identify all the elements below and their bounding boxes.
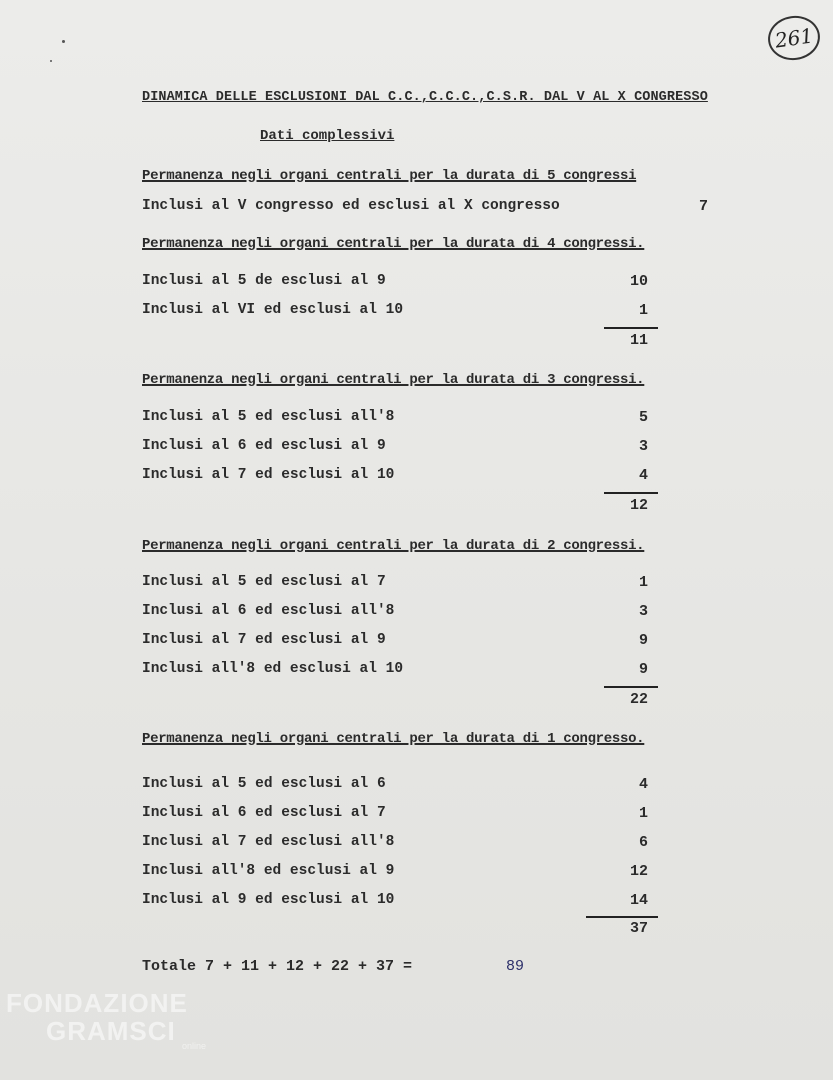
- total-value: 89: [506, 958, 525, 975]
- row-label: Inclusi all'8 ed esclusi al 9: [142, 863, 395, 879]
- row-label: Inclusi al V congresso ed esclusi al X congresso: [142, 198, 560, 214]
- row-value: 5: [638, 409, 648, 426]
- row-label: Inclusi al 5 de esclusi al 9: [142, 273, 386, 289]
- section-heading-4: Permanenza negli organi centrali per la durata di 4 congressi.: [142, 236, 645, 252]
- row-value: 1: [638, 574, 648, 591]
- row-value: 12: [629, 863, 648, 880]
- row-value: 1: [638, 805, 648, 822]
- section-heading-5: Permanenza negli organi centrali per la durata di 5 congressi: [142, 168, 637, 184]
- row-label: Inclusi al 6 ed esclusi all'8: [142, 603, 395, 619]
- total-label: Totale 7 + 11 + 12 + 22 + 37 =: [142, 958, 413, 975]
- watermark-line2: GRAMSCI: [46, 1016, 176, 1046]
- row-value: 1: [638, 302, 648, 319]
- watermark-line1: FONDAZIONE: [6, 988, 188, 1018]
- row-label: Inclusi al 7 ed esclusi all'8: [142, 834, 395, 850]
- row-value: 4: [638, 776, 648, 793]
- row-label: Inclusi al 5 ed esclusi al 7: [142, 574, 386, 590]
- row-label: Inclusi al VI ed esclusi al 10: [142, 302, 404, 318]
- page-number-stamp: 261: [765, 13, 823, 64]
- row-value: 4: [638, 467, 648, 484]
- subtotal-value: 11: [629, 332, 648, 349]
- row-label: Inclusi al 6 ed esclusi al 9: [142, 438, 386, 454]
- document-title: DINAMICA DELLE ESCLUSIONI DAL C.C.,C.C.C.,C.S.R. DAL V AL X CONGRESSO: [142, 90, 708, 105]
- subtotal-value: 12: [629, 497, 648, 514]
- subtotal-value: 22: [629, 691, 648, 708]
- row-value: 9: [638, 661, 648, 678]
- speck: [50, 60, 52, 62]
- section-heading-1: Permanenza negli organi centrali per la durata di 1 congresso.: [142, 731, 645, 747]
- section-heading-3: Permanenza negli organi centrali per la durata di 3 congressi.: [142, 372, 645, 388]
- row-label: Inclusi all'8 ed esclusi al 10: [142, 661, 404, 677]
- row-label: Inclusi al 5 ed esclusi all'8: [142, 409, 395, 425]
- row-value: 10: [629, 273, 648, 290]
- sum-rule: [604, 686, 658, 688]
- row-label: Inclusi al 7 ed esclusi al 9: [142, 632, 386, 648]
- row-label: Inclusi al 7 ed esclusi al 10: [142, 467, 395, 483]
- row-value: 6: [638, 834, 648, 851]
- row-label: Inclusi al 5 ed esclusi al 6: [142, 776, 386, 792]
- row-value: 7: [698, 198, 708, 215]
- sum-rule: [586, 916, 658, 918]
- row-label: Inclusi al 9 ed esclusi al 10: [142, 892, 395, 908]
- row-label: Inclusi al 6 ed esclusi al 7: [142, 805, 386, 821]
- document-subtitle: Dati complessivi: [260, 128, 395, 144]
- row-value: 9: [638, 632, 648, 649]
- row-value: 14: [629, 892, 648, 909]
- row-value: 3: [638, 438, 648, 455]
- section-heading-2: Permanenza negli organi centrali per la durata di 2 congressi.: [142, 538, 645, 554]
- speck: [62, 40, 65, 43]
- row-value: 3: [638, 603, 648, 620]
- archive-watermark: [6, 990, 206, 1051]
- watermark-line3: online: [182, 1041, 207, 1051]
- sum-rule: [604, 492, 658, 494]
- subtotal-value: 37: [629, 920, 648, 937]
- sum-rule: [604, 327, 658, 329]
